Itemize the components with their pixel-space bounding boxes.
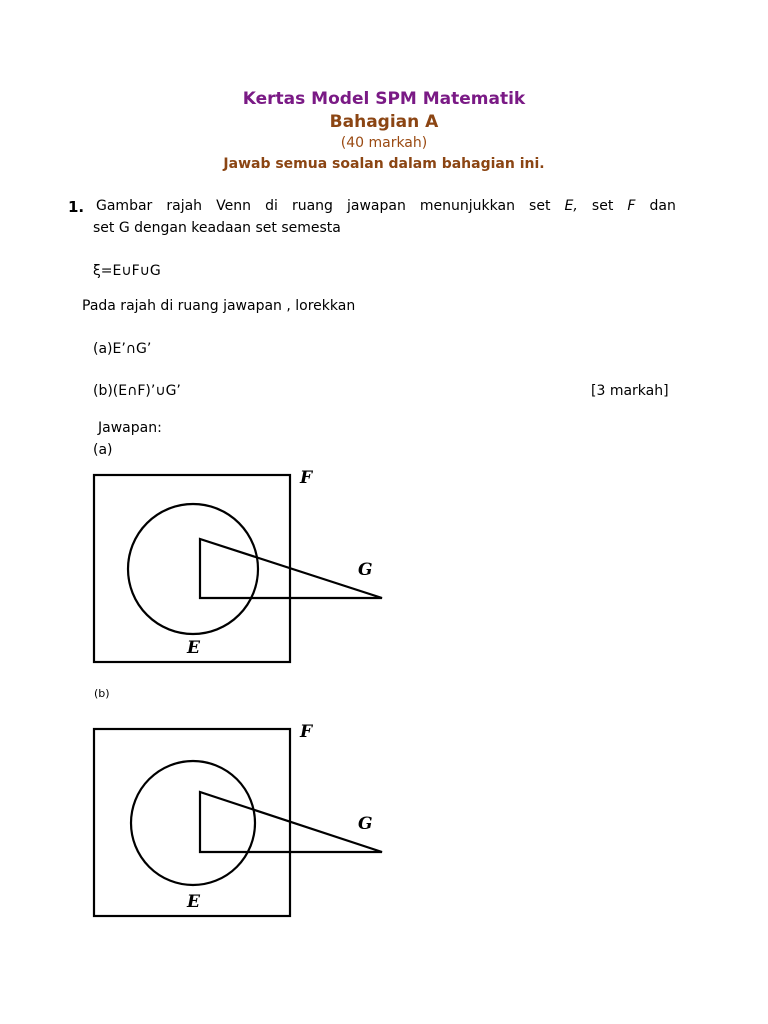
set-e-label: E [187,892,200,912]
q-word: F [627,198,636,214]
q-word: Venn [216,198,251,214]
q-word: dan [649,198,676,214]
part-b: (b)(E∩F)’∪G’ [93,383,181,399]
part-a: (a)E’∩G’ [93,341,152,357]
q-word: set [529,198,551,214]
question-marks: [3 markah] [591,383,669,399]
section-title: Bahagian A [329,112,439,132]
universal-set-box [94,729,290,916]
q-word: jawapan [346,198,406,214]
set-e-circle [128,504,258,634]
answer-heading: Jawapan: [98,420,162,436]
q-word: set [591,198,614,214]
set-e-circle [131,761,255,885]
answer-a-label: (a) [93,442,113,458]
answer-b-label: (b) [94,687,110,700]
shade-instruction: Pada rajah di ruang jawapan , lorekkan [82,298,356,314]
set-e-label: E [187,638,200,658]
question-text-line1 [96,198,676,214]
q-word: rajah [166,198,203,214]
set-f-label: F [300,722,313,742]
venn-diagram-b [86,716,396,926]
venn-diagram-a [86,462,396,672]
set-g-label: G [358,560,373,580]
universal-set: ξ=E∪F∪G [93,263,161,279]
q-word: ruang [291,198,333,214]
question-text-line2: set G dengan keadaan set semesta [93,220,341,236]
question-number: 1. [68,198,85,216]
q-word: Gambar [96,198,153,214]
section-marks: (40 markah) [340,135,428,151]
paper-title: Kertas Model SPM Matematik [242,89,526,109]
set-g-label: G [358,814,373,834]
q-word: E, [564,198,578,214]
section-instruction: Jawab semua soalan dalam bahagian ini. [223,156,545,172]
set-f-label: F [300,468,313,488]
q-word: menunjukkan [419,198,515,214]
q-word: di [265,198,278,214]
